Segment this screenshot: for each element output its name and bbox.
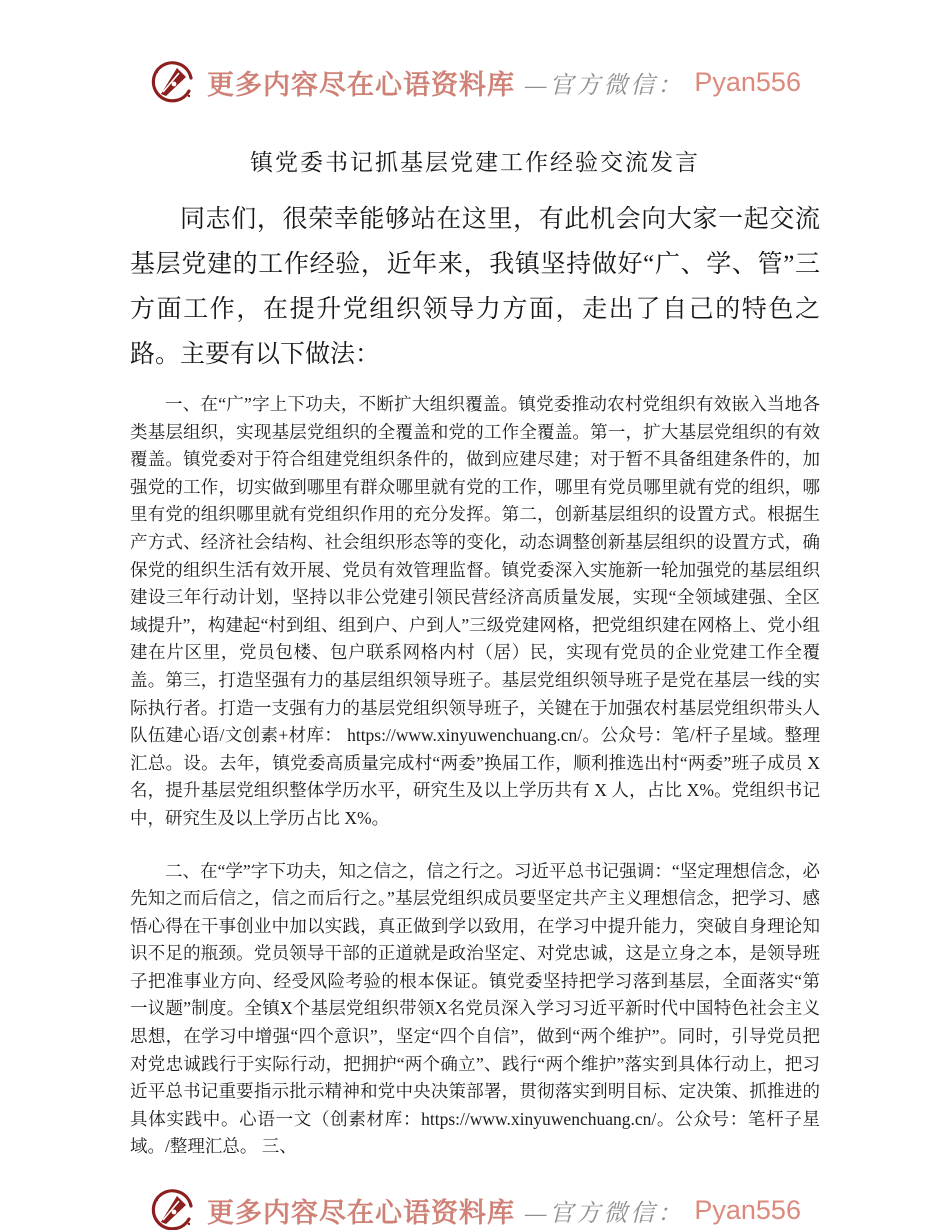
watermark-wechat-label: —官方微信： <box>525 1200 685 1227</box>
watermark-wechat-id: Pyan556 <box>694 1194 801 1225</box>
pen-brand-logo-icon <box>149 58 197 106</box>
body-paragraph-1: 一、在“广”字上下功夫，不断扩大组织覆盖。镇党委推动农村党组织有效嵌入当地各类基层组织，实现基层党组织的全覆盖和党的工作全覆盖。第一，扩大基层党组织的有效覆盖。镇党委对于符合组建党组织条件的，做到应建尽建；对于暂不具备组建条件的，加强党的工作，切实做到哪里有群众哪里就有党的工作，哪里有党员哪里就有党的组织，哪里有党的组织哪里就有党组织作用的充分发挥。第二，创新基层组织的设置方式。根据生产方式、经济社会结构、社会组织形态等的变化，动态调整创新基层组织的设置方式，确保党的组织生活有效开展、党员有效管理监督。镇党委深入实施新一轮加强党的基层组织建设三年行动计划，坚持以非公党建引领民营经济高质量发展，实现“全领域建强、全区域提升”，构建起“村到组、组到户、户到人”三级党建网格，把党组织建在网格上、党小组建在片区里，党员包楼、包户联系网格内村（居）民，实现有党员的企业党建工作全覆盖。第三，打造坚强有力的基层组织领导班子。基层党组织领导班子是党在基层一线的实际执行者。打造一支强有力的基层党组织领导班子，关键在于加强农村基层党组织带头人队伍建心语/文创素+材库： https://www.xinyuwenchuang.cn/。公众号：笔/杆子星域。整理汇总。设。去年，镇党委高质量完成村“两委”换届工作，顺利推选出村“两委”班子成员 X 名，提升基层党组织整体学历水平，研究生及以上学历共有 X 人，占比 X%。党组织书记中，研究生及以上学历占比 X%。 <box>130 394 820 828</box>
intro-paragraph: 同志们，很荣幸能够站在这里，有此机会向大家一起交流基层党建的工作经验，近年来，我镇坚持做好“广、学、管”三方面工作，在提升党组织领导力方面，走出了自己的特色之路。主要有以下做法： <box>130 206 820 368</box>
pen-brand-logo-icon <box>149 1186 197 1230</box>
watermark-wechat-label: —官方微信： <box>525 72 685 99</box>
watermark-brand-text: 更多内容尽在心语资料库 <box>207 69 516 100</box>
watermark-wechat-id: Pyan556 <box>694 66 801 97</box>
header-watermark <box>130 58 820 106</box>
document-title: 镇党委书记抓基层党建工作经验交流发言 <box>250 150 700 175</box>
footer-watermark <box>130 1186 820 1230</box>
watermark-brand-text: 更多内容尽在心语资料库 <box>207 1197 516 1228</box>
body-paragraph-2: 二、在“学”字下功夫，知之信之，信之行之。习近平总书记强调：“坚定理想信念，必先知之而后信之，信之而后行之。”基层党组织成员要坚定共产主义理想信念，把学习、感悟心得在干事创业中加以实践，真正做到学以致用，在学习中提升能力，突破自身理论知识不足的瓶颈。党员领导干部的正道就是政治坚定、对党忠诚，这是立身之本，是领导班子把准事业方向、经受风险考验的根本保证。镇党委坚持把学习落到基层，全面落实“第一议题”制度。全镇X个基层党组织带领X名党员深入学习习近平新时代中国特色社会主义思想，在学习中增强“四个意识”，坚定“四个自信”，做到“两个维护”。同时，引导党员把对党忠诚践行于实际行动，把拥护“两个确立”、践行“两个维护”落实到具体行动上，把习近平总书记重要指示批示精神和党中央决策部署，贯彻落实到明目标、定决策、抓推进的具体实践中。心语一文（创素材库：https://www.xinyuwenchuang.cn/。公众号：笔杆子星域。/整理汇总。 三、 <box>130 860 820 1157</box>
